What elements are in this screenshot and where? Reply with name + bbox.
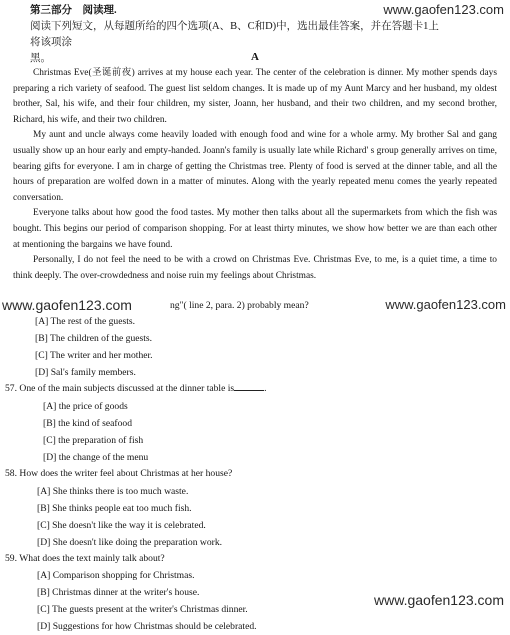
q59-option-c: [C] The guests present at the writer's Christmas dinner. [37,604,248,616]
q58-option-c: [C] She doesn't like the way it is celebrated. [37,519,206,531]
watermark-mid-right: www.gaofen123.com [385,297,506,312]
question-59 [5,551,425,635]
q57-stem [5,381,425,398]
watermark-mid-left: www.gaofen123.com [2,297,132,313]
question-57 [5,381,425,466]
q56-option-d: [D] Sal's family members. [35,367,136,378]
watermark-top: www.gaofen123.com [383,2,504,17]
q56-stem-fragment: ng"( line 2, para. 2) probably mean? [170,300,309,311]
q57-option-d: [D] the change of the menu [43,451,149,463]
q56-option-a: [A] The rest of the guests. [35,316,135,327]
q56-option-b: [B] The children of the guests. [35,333,153,344]
q59-option-d: [D] Suggestions for how Christmas should be celebrated. [37,621,257,633]
passage-paragraph: Everyone talks about how good the food tastes. My mother then talks about all the supermarkets from which the fish was bought. This begins our period of comparison shopping. For at least thirty minutes, we show how better we are than each other at mentioning the bargains we have found. [13,208,497,250]
q59-option-a: [A] Comparison shopping for Christmas. [37,570,195,582]
question-56 [5,313,425,381]
passage-paragraph: Christmas Eve(圣诞前夜) arrives at my house each year. The center of the celebration is dinner. My mother spends days preparing a rich variety of seafood. The guest list seldom changes. It is made up of my Aunt Marcy and her husband, my oldest brother, Sal, his wife, and their four children, my sister, Joann, her husband, and their two children, and my second brother, Richard, his wife, and their two children. [13,68,497,125]
q57-option-c: [C] the preparation of fish [43,434,144,446]
section-title: 第三部分 阅读理. [30,5,117,16]
q59-option-b: [B] Christmas dinner at the writer's house. [37,587,200,599]
passage-body [13,66,497,284]
q59-stem: 59. What does the text mainly talk about? [5,552,165,564]
q58-option-d: [D] She doesn't like doing the preparation work. [37,536,223,548]
question-58 [5,466,425,551]
instructions-line-2: 黑。 [30,53,51,64]
passage-paragraph: My aunt and uncle always come heavily loaded with enough food and wine for a whole army. My brother Sal and gang usually show up an hour early and empty-handed. Joann's family is usually late while Richard' s group generally arrives on time, bearing gifts for everyone. I am in charge of getting the Christmas tree. Plenty of food is served at the dinner table, and all the hours of preparation are wolfed down in a matter of minutes. Along with the yearly repeated menu comes the yearly repeated conversation. [13,130,497,203]
q58-option-a: [A] She thinks there is too much waste. [37,485,189,497]
q57-stem-end: . [264,383,267,394]
q58-option-b: [B] She thinks people eat too much fish. [37,502,192,514]
q57-option-b: [B] the kind of seafood [43,417,132,429]
q56-option-c: [C] The writer and her mother. [35,350,153,361]
answer-blank [234,382,264,391]
passage-paragraph: Personally, I do not feel the need to be with a crowd on Christmas Eve. Christmas Eve, to me, is a quiet time, a time to think deeply. The over-crowdedness and noise ruin my feelings about Christmas. [13,255,497,281]
q57-option-a: [A] the price of goods [43,400,128,412]
q58-stem: 58. How does the writer feel about Christmas at her house? [5,467,233,479]
questions-list [5,313,425,635]
passage-label: A [251,51,259,63]
watermark-bottom: www.gaofen123.com [374,592,504,608]
q57-stem-text: 57. One of the main subjects discussed at the dinner table is [5,383,235,394]
instructions-line-1: 阅读下列短文，从每题所给的四个选项(A、B、C和D)中，选出最佳答案，并在答题卡1上将该项涂 [30,21,439,48]
